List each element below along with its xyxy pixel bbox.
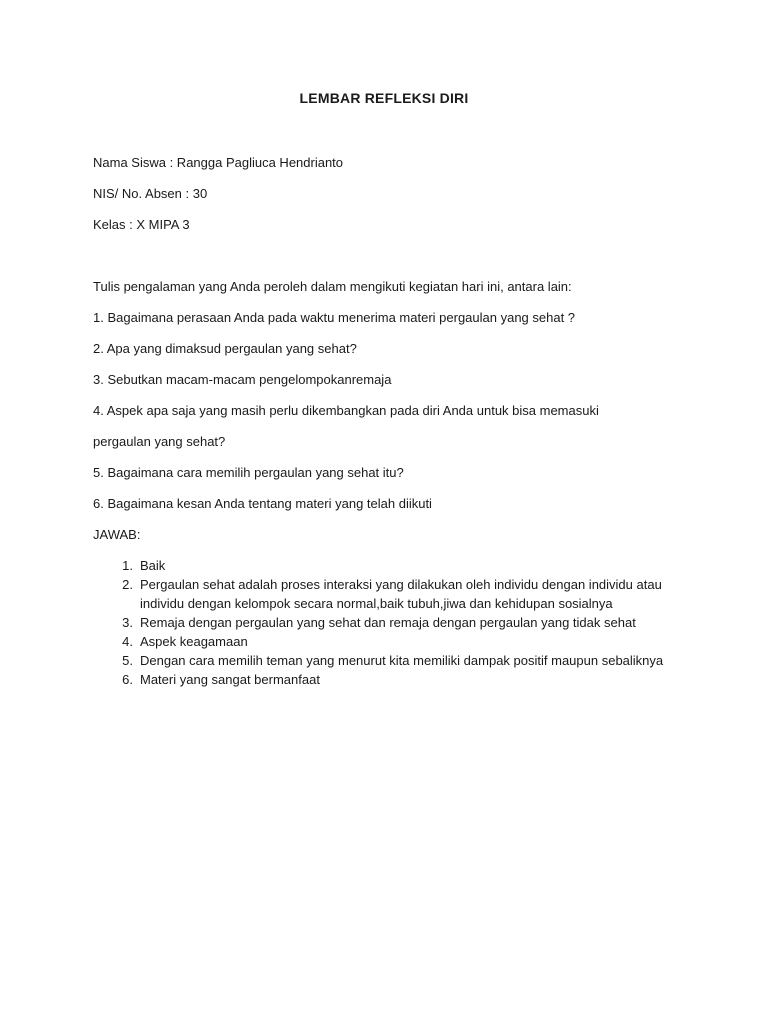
student-nis: NIS/ No. Absen : 30	[93, 186, 208, 201]
instruction-text: Tulis pengalaman yang Anda peroleh dalam mengikuti kegiatan hari ini, antara lain:	[93, 279, 572, 294]
list-item	[93, 651, 693, 670]
list-item	[93, 556, 693, 575]
answer-number: 5.	[122, 653, 133, 668]
answer-number: 3.	[122, 615, 133, 630]
list-item	[93, 575, 693, 613]
question-3: 3. Sebutkan macam-macam pengelompokanremaja	[93, 372, 392, 387]
list-item	[93, 670, 693, 689]
answer-number: 6.	[122, 672, 133, 687]
answer-number: 2.	[122, 577, 133, 592]
document-title: LEMBAR REFLEKSI DIRI	[299, 90, 469, 106]
question-1: 1. Bagaimana perasaan Anda pada waktu menerima materi pergaulan yang sehat ?	[93, 310, 576, 325]
answer-text: Pergaulan sehat adalah proses interaksi yang dilakukan oleh individu dengan individu atau individu dengan kelompok secara normal,baik tubuh,jiwa dan kehidupan sosialnya	[140, 577, 662, 611]
answer-heading: JAWAB:	[93, 527, 141, 542]
answer-text: Remaja dengan pergaulan yang sehat dan remaja dengan pergaulan yang tidak sehat	[140, 615, 636, 630]
answer-text: Aspek keagamaan	[140, 634, 248, 649]
student-name: Nama Siswa : Rangga Pagliuca Hendrianto	[93, 155, 344, 170]
answer-list	[93, 556, 693, 689]
question-4-continued: pergaulan yang sehat?	[93, 434, 226, 449]
question-5: 5. Bagaimana cara memilih pergaulan yang sehat itu?	[93, 465, 404, 480]
list-item	[93, 613, 693, 632]
answer-text: Dengan cara memilih teman yang menurut kita memiliki dampak positif maupun sebaliknya	[140, 653, 664, 668]
question-4: 4. Aspek apa saja yang masih perlu dikembangkan pada diri Anda untuk bisa memasuki	[93, 403, 599, 418]
question-2: 2. Apa yang dimaksud pergaulan yang sehat?	[93, 341, 357, 356]
answer-number: 1.	[122, 558, 133, 573]
question-6: 6. Bagaimana kesan Anda tentang materi yang telah diikuti	[93, 496, 432, 511]
list-item	[93, 632, 693, 651]
answer-text: Materi yang sangat bermanfaat	[140, 672, 320, 687]
answer-number: 4.	[122, 634, 133, 649]
student-class: Kelas : X MIPA 3	[93, 217, 190, 232]
answer-text: Baik	[140, 558, 166, 573]
